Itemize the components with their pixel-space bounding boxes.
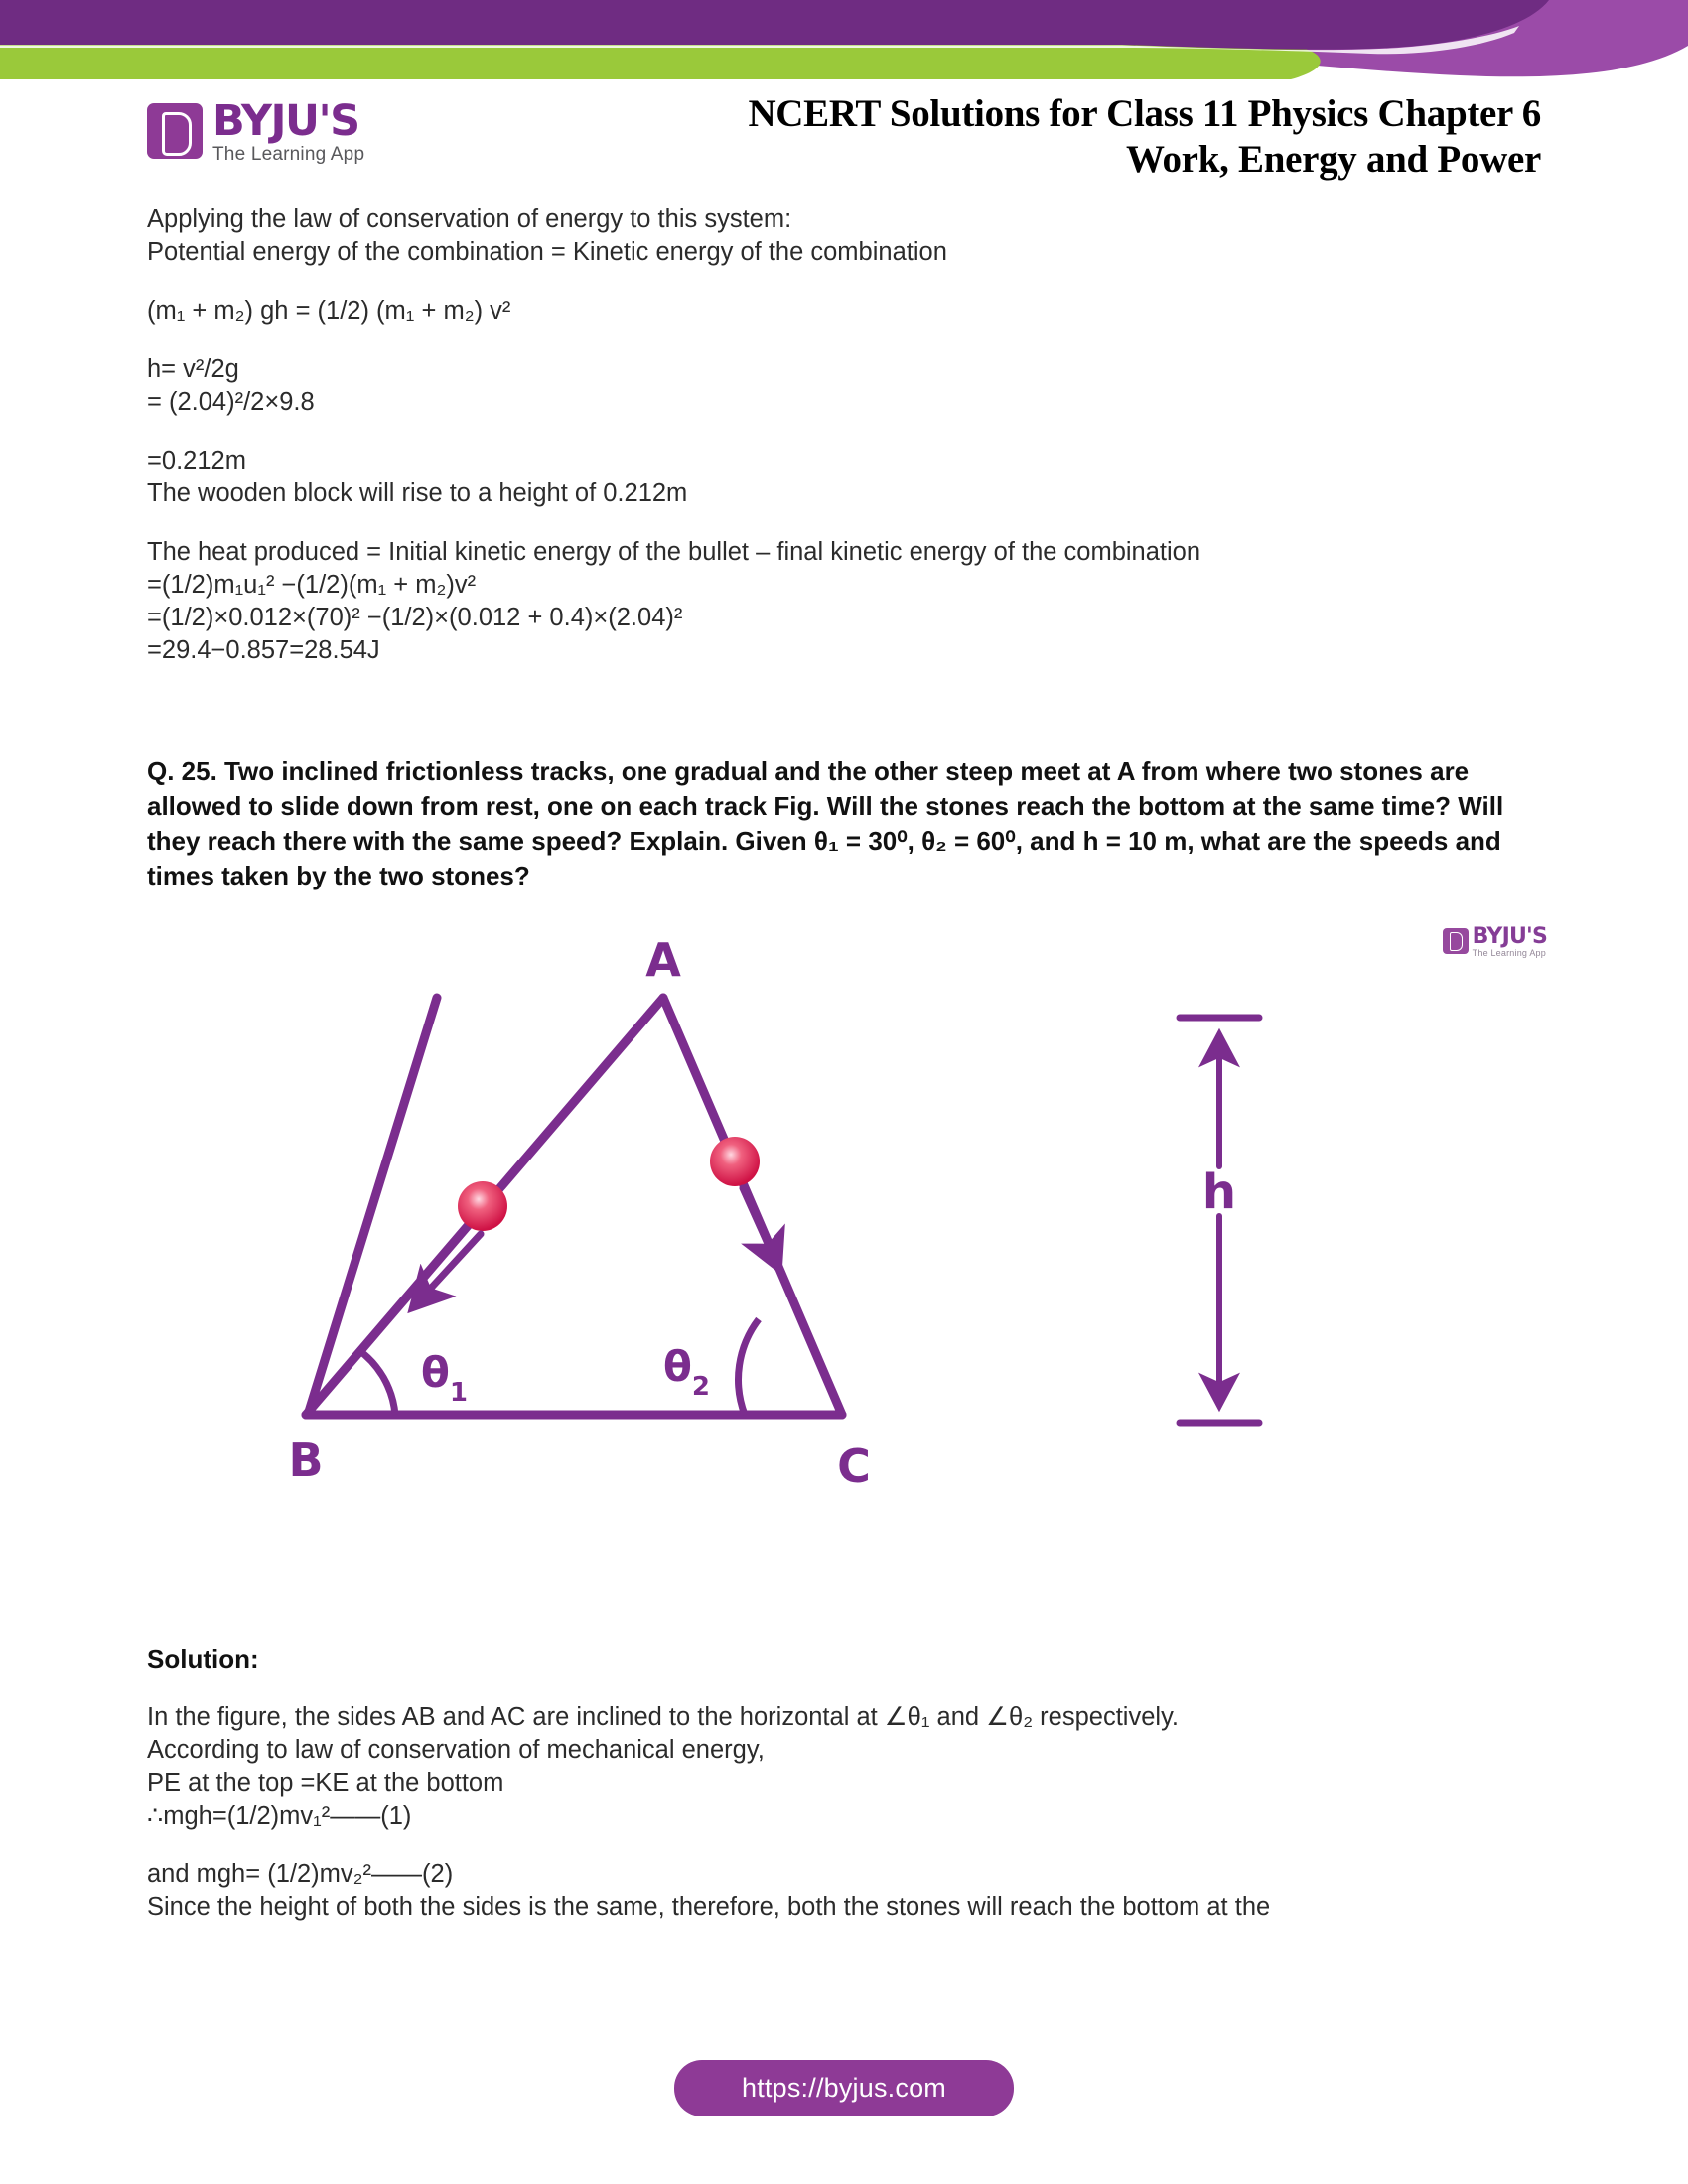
arrow-stone2-direction	[743, 1188, 778, 1268]
page-title	[748, 91, 1541, 183]
banner-green-stripe	[0, 44, 1321, 79]
line-heat-definition: The heat produced = Initial kinetic energy of the bullet – final kinetic energy of the combination	[147, 538, 1201, 566]
paragraph-conservation-intro	[147, 204, 1547, 269]
label-theta1	[421, 1348, 468, 1408]
label-theta1-symbol: θ	[421, 1348, 450, 1397]
label-vertex-c: C	[837, 1439, 871, 1493]
page-footer	[0, 2060, 1688, 2116]
label-theta2-subscript: 2	[691, 1372, 710, 1402]
logo-subtitle: The Learning App	[212, 144, 365, 165]
line-block-rise: The wooden block will rise to a height of 0.212m	[147, 479, 688, 507]
paragraph-heat-produced	[147, 536, 1547, 667]
label-theta2	[663, 1342, 710, 1402]
logo-title: BYJU'S	[212, 96, 359, 146]
byjus-logo	[147, 96, 365, 166]
line-heat-symbolic: =(1/2)m₁u₁² −(1/2)(m₁ + m₂)v²	[147, 571, 477, 599]
figure-watermark-text	[1473, 926, 1547, 959]
line-h-formula: h= v²/2g	[147, 355, 239, 383]
solution-paragraph-2	[147, 1858, 1547, 1924]
label-vertex-a: A	[645, 933, 681, 987]
figure-inclined-tracks	[147, 918, 1547, 1613]
triangle-outline	[308, 998, 437, 1415]
page-title-line2: Work, Energy and Power	[1125, 138, 1541, 181]
label-height-h: h	[1201, 1164, 1237, 1220]
equation-mass-gh	[147, 295, 1547, 328]
line-height-value: =0.212m	[147, 447, 246, 475]
byjus-b-logo-icon	[1443, 928, 1469, 954]
line-equation-2: and mgh= (1/2)mv₂²——(2)	[147, 1860, 454, 1888]
equation-height	[147, 353, 1547, 419]
question-25: Q. 25. Two inclined frictionless tracks, one gradual and the other steep meet at A from where two stones are allowed to slide down from rest, one on each track Fig. Will the stones reach the bottom at the same time? Will they reach there with the same speed? Explain. Given θ₁ = 30⁰, θ₂ = 60⁰, and h = 10 m, what are the speeds and times taken by the two stones?	[147, 756, 1504, 890]
line-apply-law: Applying the law of conservation of energy to this system:	[147, 205, 792, 233]
label-theta2-symbol: θ	[663, 1342, 692, 1391]
line-sides-inclined: In the figure, the sides AB and AC are inclined to the horizontal at ∠θ₁ and ∠θ₂ respectively.	[147, 1704, 1180, 1731]
spacer-before-question	[147, 693, 1547, 754]
line-conservation-law: According to law of conservation of mechanical energy,	[147, 1736, 765, 1764]
stone-on-gradual-track	[458, 1181, 507, 1231]
byjus-b-logo-icon	[147, 103, 203, 159]
page-header	[0, 77, 1688, 187]
line-pe-ke: PE at the top =KE at the bottom	[147, 1769, 504, 1797]
label-vertex-b: B	[288, 1433, 324, 1487]
line-same-height-conclusion: Since the height of both the sides is the same, therefore, both the stones will reach the bottom at the	[147, 1893, 1271, 1921]
solution-paragraph-1	[147, 1702, 1547, 1833]
line-pe-equals-ke: Potential energy of the combination = Kinetic energy of the combination	[147, 238, 947, 266]
figure-watermark-title: BYJU'S	[1472, 924, 1547, 949]
page-title-line1: NCERT Solutions for Class 11 Physics Chapter 6	[748, 92, 1541, 135]
top-banner	[0, 0, 1688, 79]
line-equation-1: ∴mgh=(1/2)mv₁²——(1)	[147, 1802, 412, 1830]
angle-arc-theta2	[739, 1319, 759, 1415]
solution-heading: Solution:	[147, 1644, 259, 1674]
angle-arc-theta1	[357, 1349, 395, 1415]
line-h-substituted: = (2.04)²/2×9.8	[147, 388, 315, 416]
line-heat-result: =29.4−0.857=28.54J	[147, 636, 380, 664]
figure-byjus-watermark	[1443, 926, 1547, 959]
logo-text-block	[212, 96, 365, 166]
stone-on-steep-track	[710, 1137, 760, 1186]
label-theta1-subscript: 1	[449, 1378, 468, 1408]
document-body	[147, 204, 1547, 893]
paragraph-height-result	[147, 445, 1547, 510]
banner-purple-dark	[0, 0, 1549, 50]
banner-shapes	[0, 0, 1688, 79]
solution-section	[147, 1643, 1547, 1950]
line-mass-equation: (m₁ + m₂) gh = (1/2) (m₁ + m₂) v²	[147, 297, 511, 325]
figure-watermark-subtitle: The Learning App	[1472, 948, 1546, 958]
track-ab-line	[308, 998, 437, 1415]
byjus-url-button[interactable]: https://byjus.com	[674, 2060, 1014, 2116]
line-heat-numeric: =(1/2)×0.012×(70)² −(1/2)×(0.012 + 0.4)×(2.04)²	[147, 604, 683, 631]
triangle-diagram	[147, 918, 1547, 1613]
